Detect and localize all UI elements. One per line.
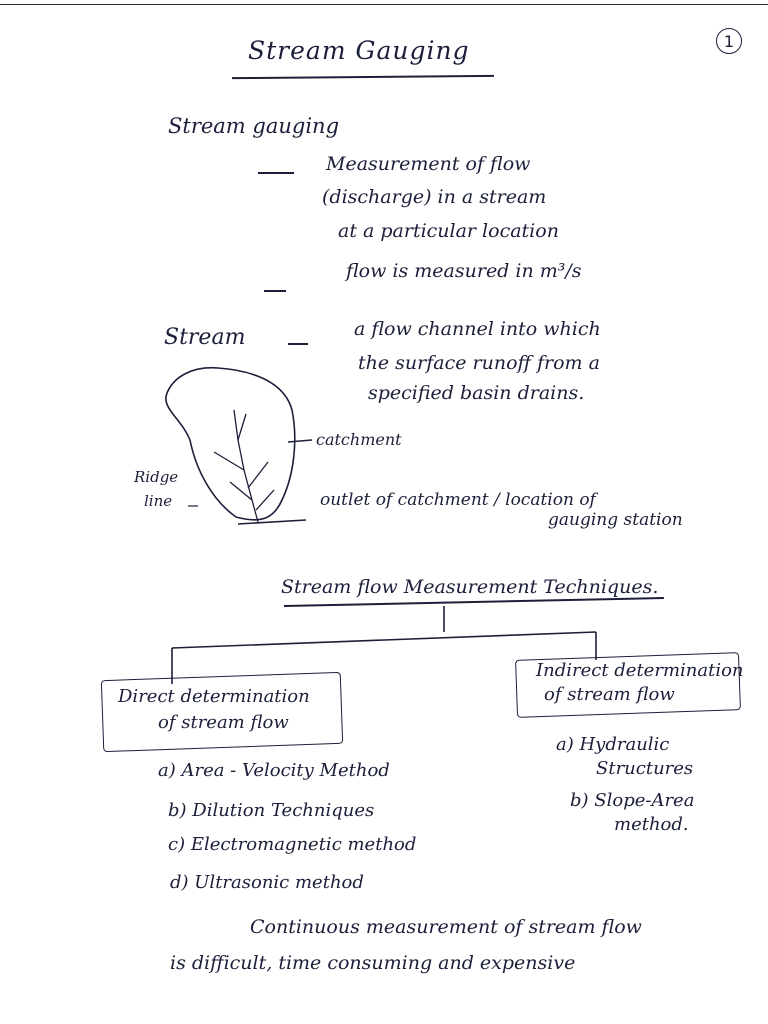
page-number: 1	[716, 28, 742, 54]
techniques-underline	[284, 597, 664, 606]
direct-item-2: b) Dilution Techniques	[168, 800, 375, 821]
outlet-label-2: gauging station	[548, 510, 683, 530]
ridge-label-1: Ridge	[134, 468, 179, 486]
outlet-label-1: outlet of catchment / location of	[320, 490, 596, 510]
indirect-heading-2: of stream flow	[544, 684, 675, 705]
drainage-network	[214, 410, 274, 522]
indirect-item-1-line-2: Structures	[596, 758, 694, 779]
stream-line-1: a flow channel into which	[354, 318, 601, 340]
direct-item-3: c) Electromagnetic method	[168, 834, 417, 855]
page-title: Stream Gauging	[248, 36, 470, 65]
definition-dash-2	[264, 290, 286, 292]
direct-heading-1: Direct determination	[118, 686, 310, 707]
catchment-pointer	[288, 440, 312, 442]
direct-item-4: d) Ultrasonic method	[170, 872, 364, 893]
conclusion-line-2: is difficult, time consuming and expensive	[170, 952, 576, 974]
indirect-item-2-line-2: method.	[614, 814, 689, 835]
ridge-label-2: line	[144, 492, 173, 510]
definition-term: Stream gauging	[168, 114, 340, 138]
indirect-heading-1: Indirect determination	[536, 660, 744, 681]
title-underline	[232, 75, 494, 79]
indirect-item-1-line-1: a) Hydraulic	[556, 734, 670, 755]
direct-item-1: a) Area - Velocity Method	[158, 760, 390, 781]
techniques-title: Stream flow Measurement Techniques.	[281, 576, 659, 598]
page-top-rule	[0, 4, 768, 5]
stream-term: Stream	[164, 325, 246, 350]
stream-dash	[288, 343, 308, 345]
catchment-boundary	[166, 368, 295, 520]
stream-line-2: the surface runoff from a	[358, 352, 600, 374]
definition-line-1: Measurement of flow	[326, 153, 531, 175]
outlet-line	[238, 520, 306, 524]
definition-line-3: at a particular location	[338, 220, 559, 242]
definition-dash	[258, 172, 294, 174]
definition-line-2: (discharge) in a stream	[322, 186, 547, 208]
direct-heading-2: of stream flow	[158, 712, 289, 733]
indirect-item-2-line-1: b) Slope-Area	[570, 790, 695, 811]
conclusion-line-1: Continuous measurement of stream flow	[250, 916, 642, 938]
catchment-label: catchment	[316, 430, 402, 449]
stream-line-3: specified basin drains.	[368, 382, 585, 404]
definition-line-4: flow is measured in m³/s	[346, 260, 582, 282]
